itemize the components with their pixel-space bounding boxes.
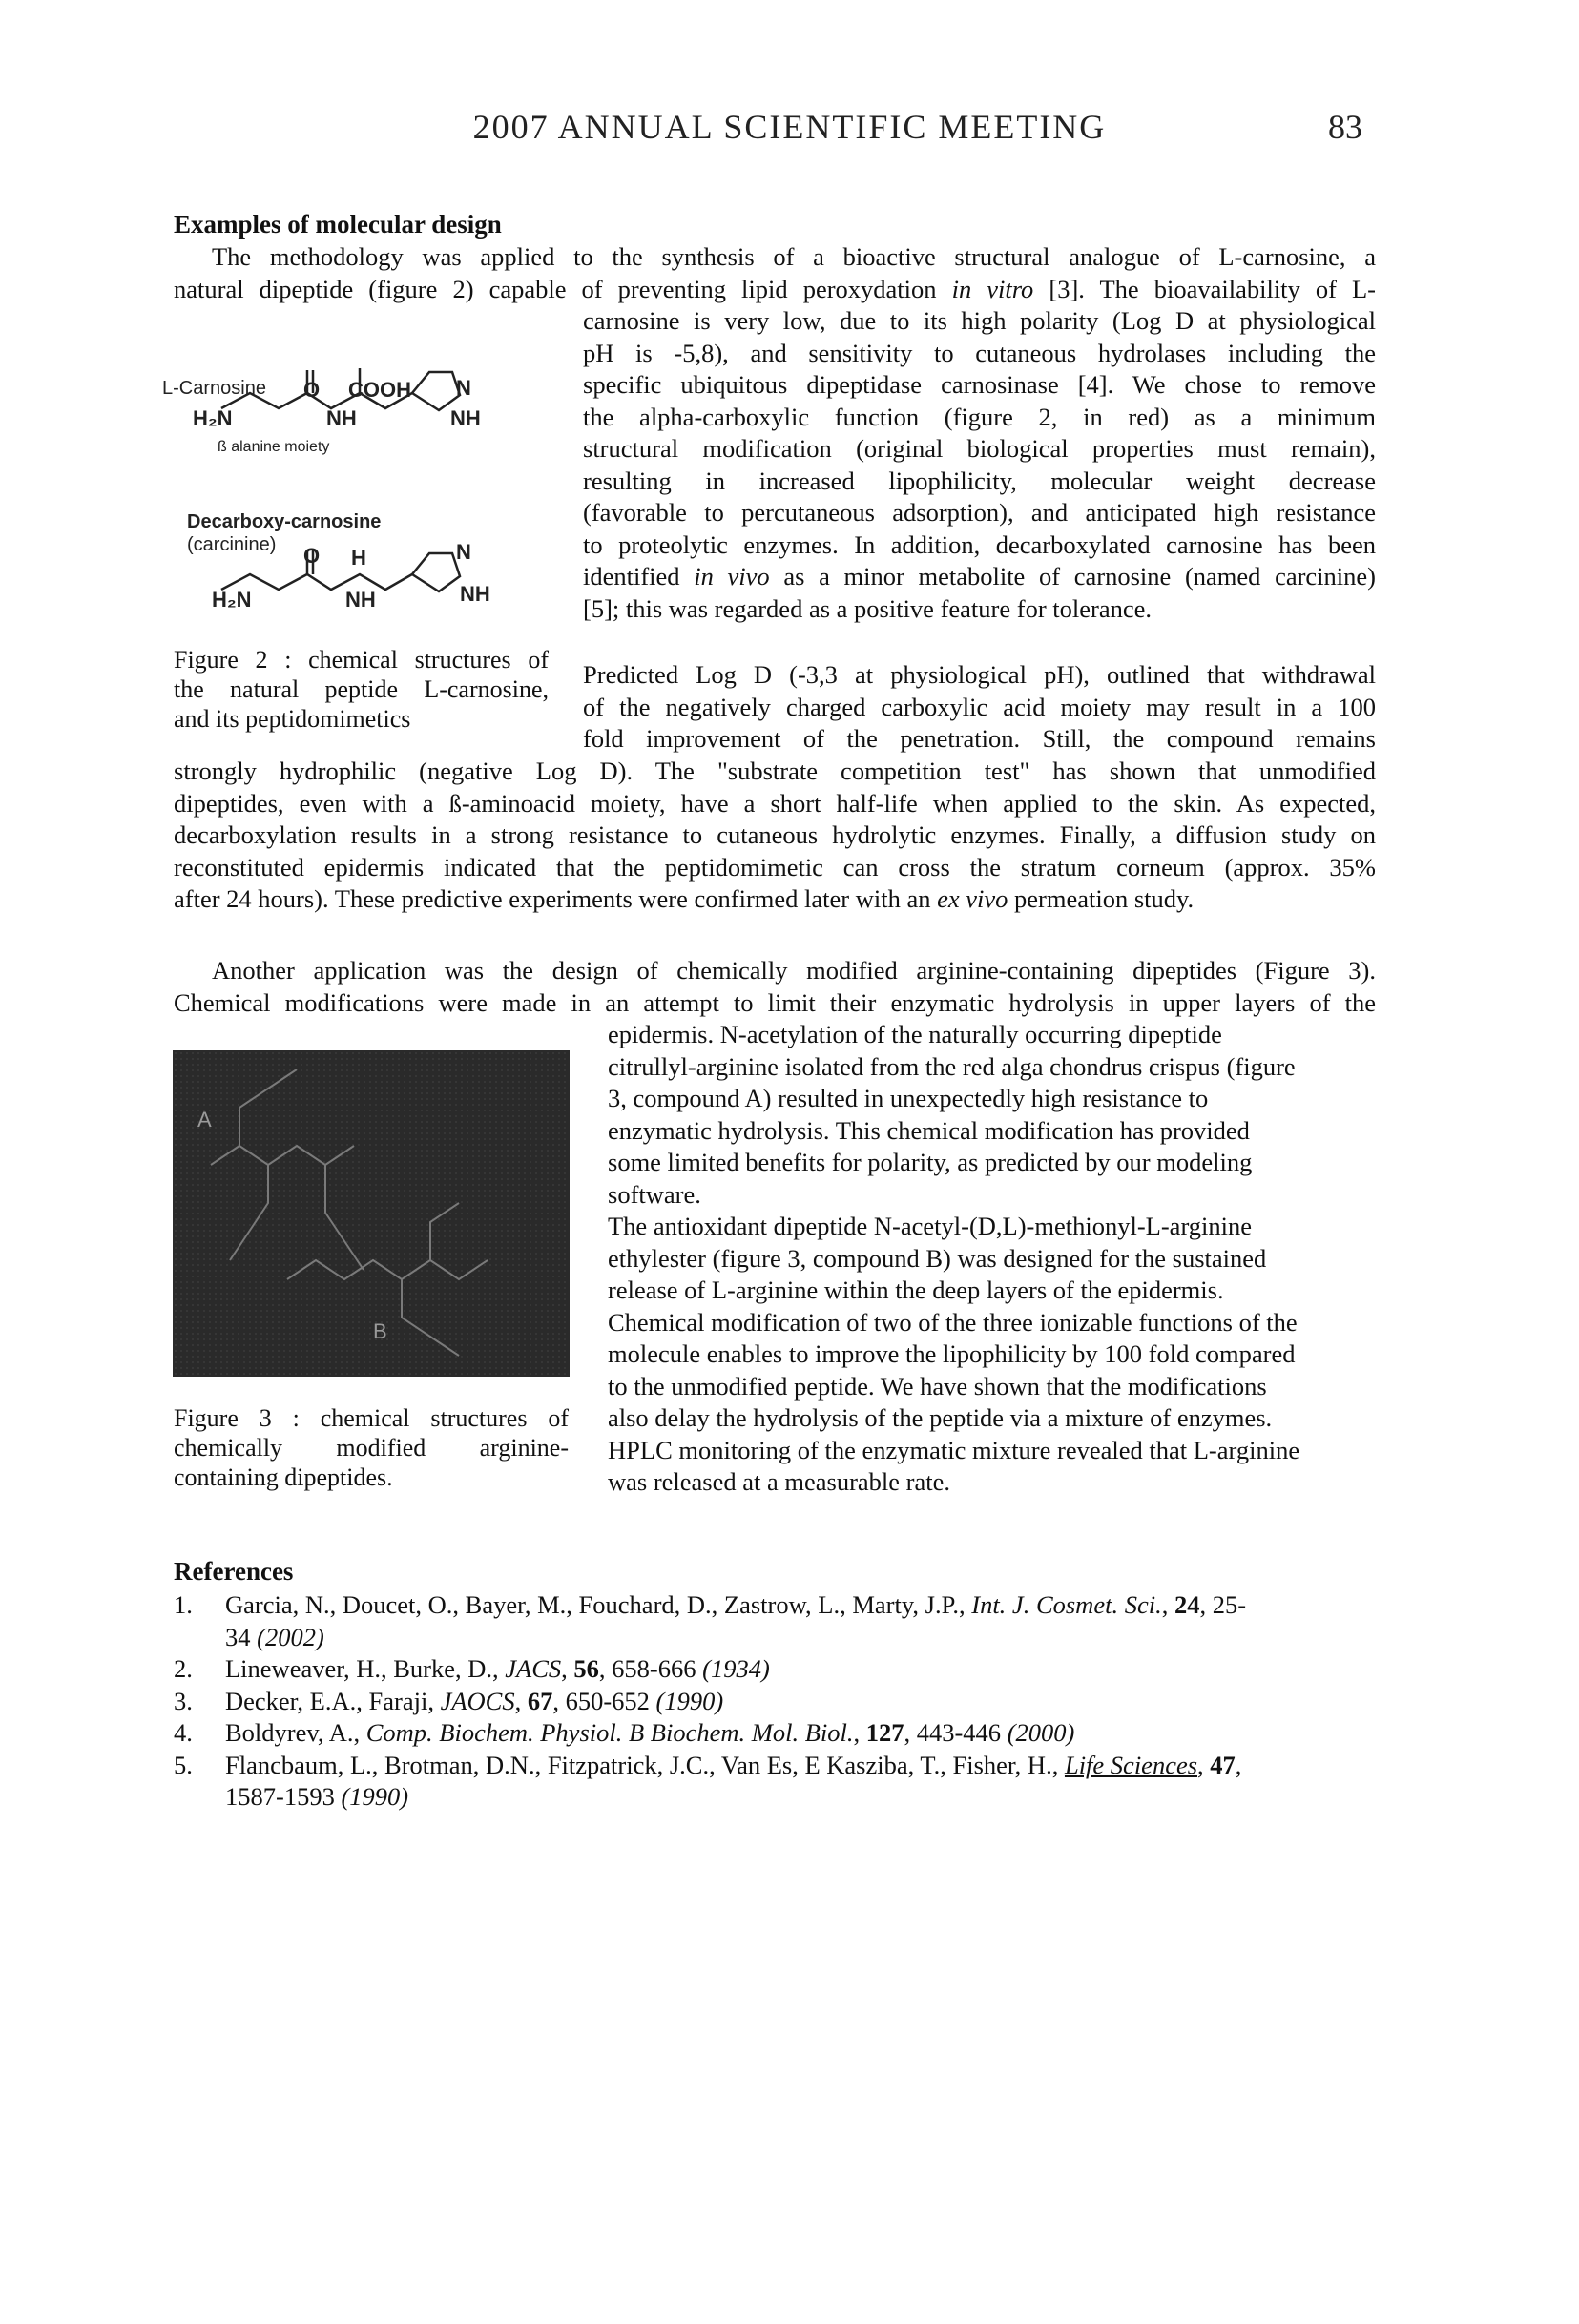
section-heading-molecular-design: Examples of molecular design	[174, 210, 502, 239]
paragraph-carnosine-right	[583, 305, 1376, 625]
text-line: was released at a measurable rate.	[608, 1467, 951, 1496]
label-nitrogen-1: N	[456, 376, 471, 400]
paragraph-logd-right	[583, 659, 1376, 756]
text-line: HPLC monitoring of the enzymatic mixture revealed that L-arginine	[608, 1435, 1300, 1464]
text-line: dipeptides, even with a ß-aminoacid moiety, have a short half-life when applied to the skin. As expected,	[174, 788, 1376, 818]
reference-text: Lineweaver, H., Burke, D., JACS, 56, 658-666 (1934)	[225, 1654, 770, 1683]
caption-line: Figure 2 : chemical structures of	[174, 646, 549, 674]
text-line: Chemical modification of two of the three ionizable functions of the	[608, 1307, 1298, 1337]
reference-text: Flancbaum, L., Brotman, D.N., Fitzpatrick, J.C., Van Es, E Kasziba, T., Fisher, H., Life Sciences, 47, 1587-1593 (1990)	[225, 1750, 1242, 1811]
caption-line: containing dipeptides.	[174, 1463, 393, 1491]
label-oxygen-1: O	[303, 378, 321, 402]
references-heading: References	[174, 1557, 294, 1586]
structure-b-chain	[402, 1279, 459, 1356]
figure-3-caption	[174, 1403, 569, 1492]
reference-number: 1.	[174, 1590, 193, 1619]
text-line: carnosine is very low, due to its high polarity (Log D at physiological	[583, 306, 1376, 335]
text-line: epidermis. N-acetylation of the naturally occurring dipeptide	[608, 1020, 1222, 1048]
text-line: 3, compound A) resulted in unexpectedly high resistance to	[608, 1084, 1209, 1112]
label-compound-b: B	[373, 1319, 387, 1343]
text-line: the alpha-carboxylic function (figure 2, in red) as a minimum	[583, 402, 1376, 431]
reference-item	[174, 1686, 1378, 1718]
figure-3-image	[173, 1050, 570, 1377]
label-compound-a: A	[197, 1108, 212, 1131]
label-nh-1b: NH	[450, 406, 481, 430]
reference-number: 3.	[174, 1686, 193, 1715]
label-nh-2: NH	[345, 588, 376, 612]
text-line: The methodology was applied to the synthesis of a bioactive structural analogue of L-carnosine, a	[212, 242, 1376, 271]
references-list	[174, 1589, 1378, 1814]
caption-line: Figure 3 : chemical structures of	[174, 1404, 569, 1432]
paragraph-arginine-intro	[174, 955, 1376, 1019]
text-line: (favorable to percutaneous adsorption), and anticipated high resistance	[583, 498, 1376, 527]
text-line: reconstituted epidermis indicated that the peptidomimetic can cross the stratum corneum (approx. 35%	[174, 852, 1376, 882]
reference-text: Decker, E.A., Faraji, JAOCS, 67, 650-652 (1990)	[225, 1686, 724, 1715]
text-line: software.	[608, 1179, 701, 1209]
label-decarboxy-carnosine: Decarboxy-carnosine	[187, 511, 382, 532]
structure-a-chain-2	[325, 1165, 364, 1270]
label-l-carnosine: L-Carnosine	[162, 378, 266, 399]
label-oxygen-2: O	[303, 544, 321, 568]
text-line: natural dipeptide (figure 2) capable of preventing lipid peroxydation in vitro [3]. The bioavailability of L-	[174, 274, 1376, 303]
text-line: [5]; this was regarded as a positive feature for tolerance.	[583, 593, 1152, 623]
structure-a-sidechain	[239, 1069, 297, 1146]
text-line: pH is -5,8), and sensitivity to cutaneous hydrolases including the	[583, 338, 1376, 367]
label-h2n-1: H₂N	[193, 406, 233, 430]
label-h2n-2: H₂N	[212, 588, 252, 612]
figure-2-structures	[162, 343, 574, 649]
reference-number: 5.	[174, 1750, 193, 1779]
journal-title: 2007 ANNUAL SCIENTIFIC MEETING	[472, 108, 1107, 146]
reference-number: 4.	[174, 1718, 193, 1747]
paragraph-substrate-test	[174, 756, 1376, 916]
text-line: fold improvement of the penetration. Still, the compound remains	[583, 724, 1376, 753]
reference-item	[174, 1717, 1378, 1750]
label-beta-alanine-moiety: ß alanine moiety	[218, 439, 330, 455]
label-nitrogen-2: N	[456, 540, 471, 564]
imidazole-ring-2	[412, 553, 460, 591]
reference-item	[174, 1589, 1378, 1653]
label-hydrogen: H	[351, 546, 366, 570]
structure-a-bonds	[211, 1146, 354, 1165]
text-line: after 24 hours). These predictive experiments were confirmed later with an ex vivo permeation study.	[174, 884, 1195, 913]
text-line: to the unmodified peptide. We have shown that the modifications	[608, 1371, 1267, 1401]
caption-line: chemically modified arginine-	[174, 1434, 569, 1462]
caption-line: the natural peptide L-carnosine,	[174, 675, 549, 703]
text-line: citrullyl-arginine isolated from the red alga chondrus crispus (figure	[608, 1051, 1296, 1081]
reference-item	[174, 1653, 1378, 1686]
figure-3-structures-svg	[173, 1050, 570, 1377]
text-line: ethylester (figure 3, compound B) was designed for the sustained	[608, 1243, 1267, 1273]
text-line: Another application was the design of chemically modified arginine-containing dipeptides (Figure 3).	[212, 956, 1376, 985]
text-line: release of L-arginine within the deep layers of the epidermis.	[608, 1276, 1224, 1304]
text-line: decarboxylation results in a strong resistance to cutaneous hydrolytic enzymes. Finally, a diffusion study on	[174, 820, 1376, 849]
text-line: Predicted Log D (-3,3 at physiological pH), outlined that withdrawal	[583, 660, 1376, 689]
figure-2-caption	[174, 645, 549, 734]
text-line: of the negatively charged carboxylic acid moiety may result in a 100	[583, 692, 1376, 721]
imidazole-ring-1	[412, 372, 460, 410]
text-line: molecule enables to improve the lipophilicity by 100 fold compared	[608, 1339, 1296, 1368]
reference-number: 2.	[174, 1654, 193, 1683]
reference-item	[174, 1750, 1378, 1814]
label-nh-1: NH	[326, 406, 357, 430]
text-line: also delay the hydrolysis of the peptide via a mixture of enzymes.	[608, 1403, 1273, 1432]
label-cooh: COOH	[348, 378, 411, 402]
text-line: strongly hydrophilic (negative Log D). The "substrate competition test" has shown that unmodified	[174, 757, 1376, 785]
running-header	[0, 107, 1579, 155]
reference-text: Garcia, N., Doucet, O., Bayer, M., Fouchard, D., Zastrow, L., Marty, J.P., Int. J. Cosmet. Sci., 24, 25- 34 (2002)	[225, 1590, 1247, 1651]
structure-b-sidechain	[430, 1203, 459, 1260]
caption-line: and its peptidomimetics	[174, 705, 411, 733]
paragraph-arginine-right	[608, 1019, 1376, 1499]
page-number: 83	[1328, 108, 1362, 146]
paragraph-intro	[174, 241, 1376, 305]
text-line: enzymatic hydrolysis. This chemical modification has provided	[608, 1115, 1250, 1145]
text-line: identified in vivo as a minor metabolite of carnosine (named carcinine)	[583, 562, 1376, 591]
text-line: The antioxidant dipeptide N-acetyl-(D,L)-methionyl-L-arginine	[608, 1212, 1253, 1240]
reference-text: Boldyrev, A., Comp. Biochem. Physiol. B Biochem. Mol. Biol., 127, 443-446 (2000)	[225, 1718, 1075, 1747]
text-line: resulting in increased lipophilicity, molecular weight decrease	[583, 466, 1376, 495]
structure-b-bonds	[287, 1260, 488, 1279]
label-nh-2b: NH	[460, 582, 490, 606]
text-line: some limited benefits for polarity, as predicted by our modeling	[608, 1148, 1253, 1176]
structure-a-chain	[230, 1165, 268, 1260]
reference-items	[174, 1589, 1378, 1814]
text-line: to proteolytic enzymes. In addition, decarboxylated carnosine has been	[583, 529, 1376, 559]
text-line: specific ubiquitous dipeptidase carnosinase [4]. We chose to remove	[583, 370, 1376, 399]
label-carcinine: (carcinine)	[187, 534, 277, 555]
text-line: structural modification (original biological properties must remain),	[583, 434, 1376, 463]
text-line: Chemical modifications were made in an attempt to limit their enzymatic hydrolysis in upper layers of the	[174, 987, 1376, 1017]
